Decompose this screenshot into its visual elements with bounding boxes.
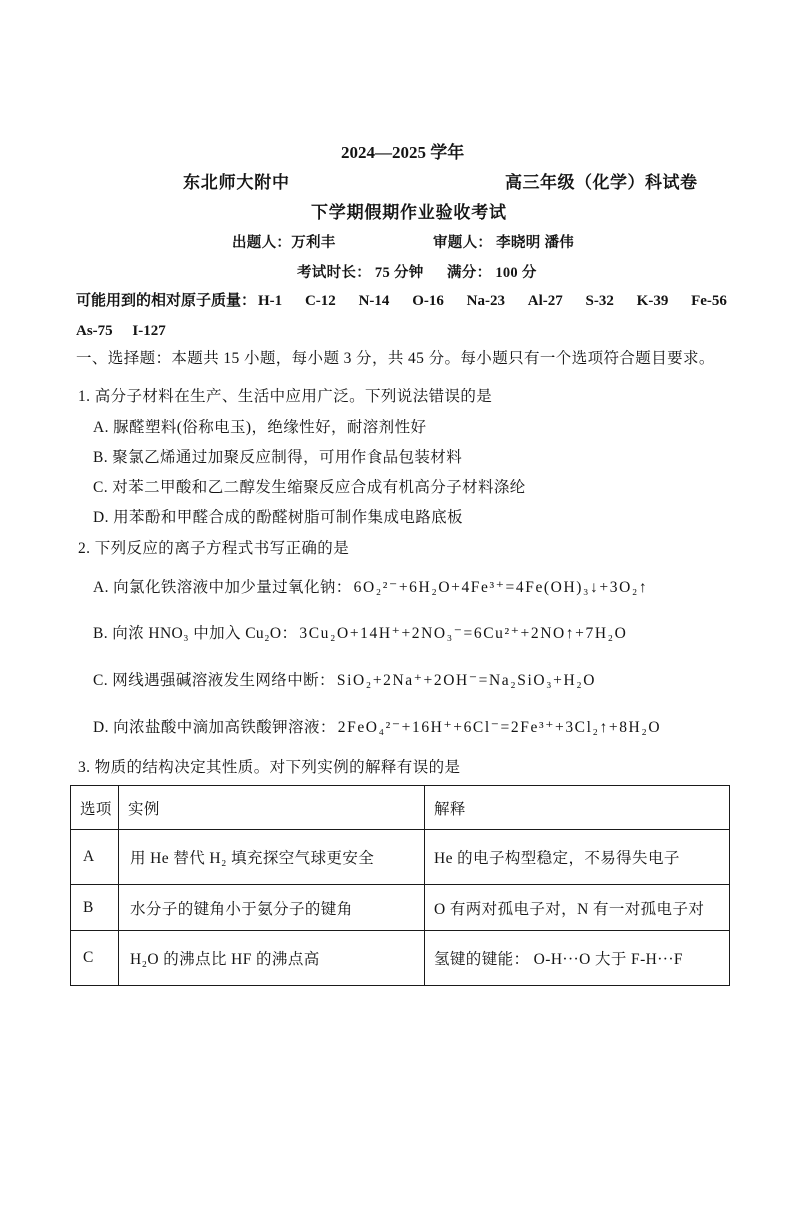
exam-duration: 考试时长： 75 分钟 bbox=[297, 265, 424, 281]
option-text: B. 向浓 HNO₃ 中加入 Cu₂O： bbox=[93, 625, 298, 642]
question-1-option-b: B. 聚氯乙烯通过加聚反应制得，可用作食品包装材料 bbox=[93, 449, 463, 466]
atomic-mass-item: S-32 bbox=[585, 293, 614, 309]
school-year: 2024—2025 学年 bbox=[341, 143, 465, 162]
table-cell-example: 水分子的键角小于氨分子的键角 bbox=[119, 885, 425, 931]
atomic-mass-item: I-127 bbox=[132, 323, 166, 339]
table-cell-option: B bbox=[71, 885, 119, 931]
ionic-equation: SiO₂+2Na⁺+2OH⁻=Na₂SiO₃+H₂O bbox=[336, 672, 597, 689]
table-cell-explanation: 氢键的键能： O-H···O 大于 F-H···F bbox=[425, 931, 730, 986]
atomic-mass-label: 可能用到的相对原子质量： bbox=[76, 293, 257, 309]
question-reviewer: 审题人： 李晓明 潘伟 bbox=[433, 235, 575, 251]
atomic-mass-item: O-16 bbox=[412, 293, 444, 309]
question-setter: 出题人：万利丰 bbox=[232, 235, 336, 251]
question-3-stem: 3. 物质的结构决定其性质。对下列实例的解释有误的是 bbox=[78, 759, 461, 776]
table-cell-example: H₂O 的沸点比 HF 的沸点高 bbox=[119, 931, 425, 986]
table-row bbox=[71, 931, 730, 986]
atomic-mass-item: N-14 bbox=[358, 293, 390, 309]
question-2-option-d bbox=[93, 718, 661, 738]
table-row bbox=[71, 830, 730, 885]
exam-title: 下学期假期作业验收考试 bbox=[311, 203, 507, 222]
school-name: 东北师大附中 bbox=[183, 173, 290, 192]
question-2-option-a bbox=[93, 578, 648, 598]
atomic-mass-item: K-39 bbox=[636, 293, 669, 309]
atomic-mass-items bbox=[256, 291, 727, 311]
table-cell-example: 用 He 替代 H₂ 填充探空气球更安全 bbox=[119, 830, 425, 885]
atomic-mass-line bbox=[76, 291, 727, 311]
question-2-option-c bbox=[93, 671, 596, 691]
question-3-table bbox=[70, 785, 730, 986]
atomic-mass-item: H-1 bbox=[258, 293, 283, 309]
question-2-stem: 2. 下列反应的离子方程式书写正确的是 bbox=[78, 540, 350, 557]
question-1-option-c: C. 对苯二甲酸和乙二醇发生缩聚反应合成有机高分子材料涤纶 bbox=[93, 479, 526, 496]
table-cell-explanation: He 的电子构型稳定，不易得失电子 bbox=[425, 830, 730, 885]
atomic-mass-item: As-75 bbox=[76, 323, 113, 339]
section-heading: 一、选择题：本题共 15 小题，每小题 3 分，共 45 分。每小题只有一个选项符合题目要求。 bbox=[76, 350, 715, 367]
table-cell-option: C bbox=[71, 931, 119, 986]
question-1-stem: 1. 高分子材料在生产、生活中应用广泛。下列说法错误的是 bbox=[78, 388, 493, 405]
option-text: C. 网线遇强碱溶液发生网络中断： bbox=[93, 672, 335, 689]
question-1-option-d: D. 用苯酚和甲醛合成的酚醛树脂可制作集成电路底板 bbox=[93, 509, 463, 526]
table-header-row bbox=[71, 786, 730, 830]
table-header-example: 实例 bbox=[119, 786, 425, 830]
table-header-explanation: 解释 bbox=[425, 786, 730, 830]
ionic-equation: 2FeO₄²⁻+16H⁺+6Cl⁻=2Fe³⁺+3Cl₂↑+8H₂O bbox=[337, 719, 662, 736]
atomic-mass-line-2 bbox=[76, 321, 182, 341]
ionic-equation: 3Cu₂O+14H⁺+2NO₃⁻=6Cu²⁺+2NO↑+7H₂O bbox=[299, 625, 628, 642]
table-row bbox=[71, 885, 730, 931]
atomic-mass-item: Al-27 bbox=[527, 293, 563, 309]
option-text: D. 向浓盐酸中滴加高铁酸钾溶液： bbox=[93, 719, 336, 736]
table-cell-option: A bbox=[71, 830, 119, 885]
ionic-equation: 6O₂²⁻+6H₂O+4Fe³⁺=4Fe(OH)₃↓+3O₂↑ bbox=[353, 579, 649, 596]
exam-subject: 高三年级（化学）科试卷 bbox=[505, 173, 698, 192]
option-text: A. 向氯化铁溶液中加少量过氧化钠： bbox=[93, 579, 352, 596]
table-header-option: 选项 bbox=[71, 786, 119, 830]
atomic-mass-item: Na-23 bbox=[466, 293, 505, 309]
full-score: 满分： 100 分 bbox=[447, 265, 537, 281]
atomic-mass-item: C-12 bbox=[304, 293, 336, 309]
table-cell-explanation: O 有两对孤电子对，N 有一对孤电子对 bbox=[425, 885, 730, 931]
question-1-option-a: A. 脲醛塑料(俗称电玉)，绝缘性好，耐溶剂性好 bbox=[93, 419, 427, 436]
question-2-option-b bbox=[93, 624, 627, 644]
atomic-mass-item: Fe-56 bbox=[691, 293, 727, 309]
